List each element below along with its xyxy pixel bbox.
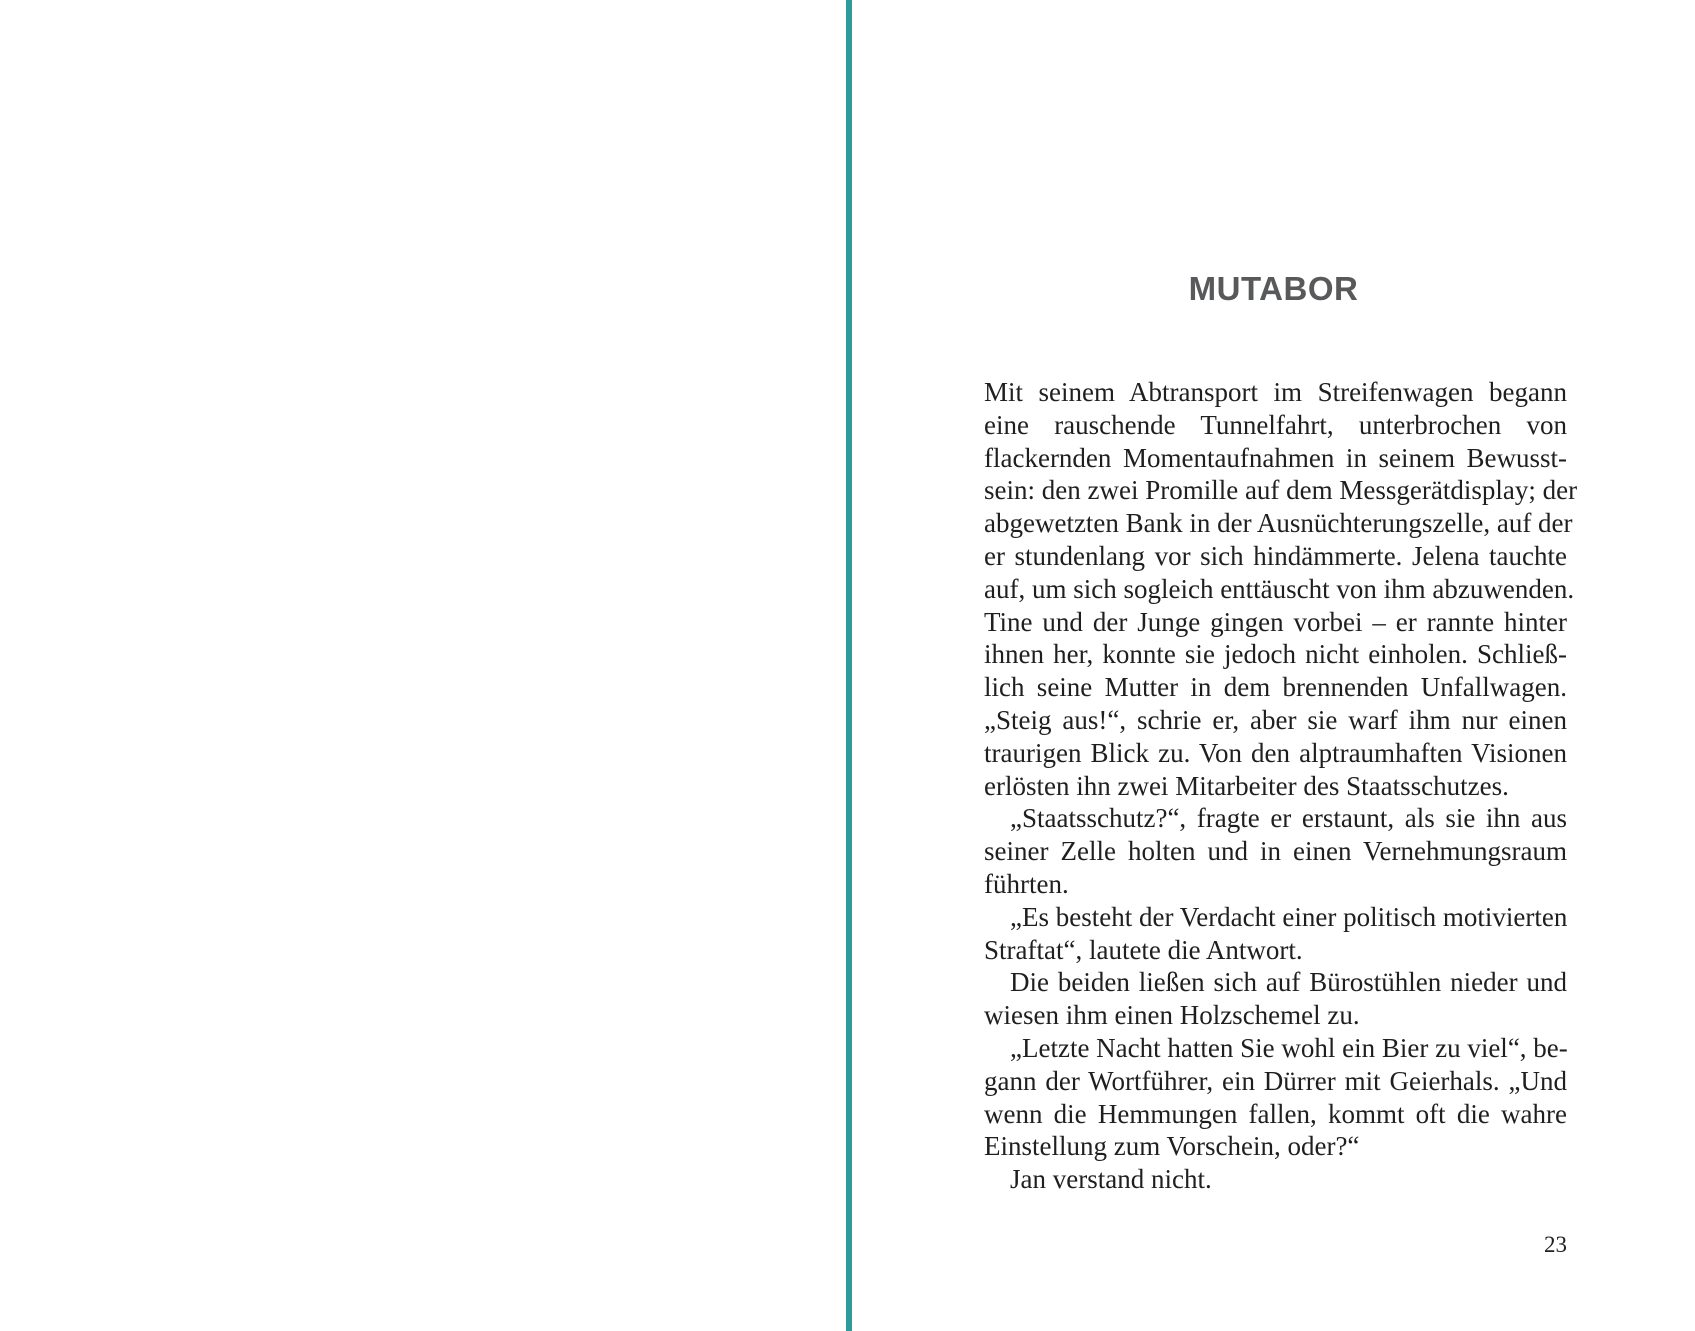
- body-text: [984, 376, 1578, 1196]
- text-line: ihnen her, konnte sie jedoch nicht einholen. Schließ-: [984, 639, 1567, 670]
- left-page-blank: [0, 0, 846, 1331]
- page-number: 23: [1544, 1232, 1567, 1257]
- chapter-title: MUTABOR: [1188, 270, 1359, 307]
- text-line: Jan verstand nicht.: [1010, 1164, 1212, 1195]
- text-line: Tine und der Junge gingen vorbei – er rannte hinter: [984, 606, 1567, 637]
- right-page: [852, 0, 1695, 1331]
- text-line: lich seine Mutter in dem brennenden Unfallwagen.: [984, 672, 1567, 703]
- text-line: flackernden Momentaufnahmen in seinem Bewusst-: [984, 442, 1567, 473]
- text-line: „Letzte Nacht hatten Sie wohl ein Bier zu viel“, be-: [1010, 1032, 1568, 1063]
- text-line: „Staatsschutz?“, fragte er erstaunt, als sie ihn aus: [1010, 803, 1567, 834]
- text-line: wiesen ihm einen Holzschemel zu.: [984, 1000, 1360, 1031]
- text-line: sein: den zwei Promille auf dem Messgerätdisplay; der: [984, 475, 1578, 506]
- text-line: „Es besteht der Verdacht einer politisch motivierten: [1010, 901, 1568, 932]
- text-line: Die beiden ließen sich auf Bürostühlen nieder und: [1010, 967, 1567, 998]
- text-line: er stundenlang vor sich hindämmerte. Jelena tauchte: [984, 540, 1567, 571]
- text-line: Einstellung zum Vorschein, oder?“: [984, 1131, 1360, 1162]
- text-line: wenn die Hemmungen fallen, kommt oft die wahre: [984, 1098, 1567, 1129]
- text-line: „Steig aus!“, schrie er, aber sie warf ihm nur einen: [984, 704, 1567, 735]
- text-line: gann der Wortführer, ein Dürrer mit Geierhals. „Und: [984, 1065, 1567, 1096]
- text-line: Mit seinem Abtransport im Streifenwagen begann: [984, 377, 1567, 407]
- text-line: abgewetzten Bank in der Ausnüchterungszelle, auf der: [984, 508, 1573, 539]
- text-line: traurigen Blick zu. Von den alptraumhaften Visionen: [984, 737, 1567, 768]
- text-line: eine rauschende Tunnelfahrt, unterbrochen von: [984, 409, 1567, 440]
- text-line: Straftat“, lautete die Antwort.: [984, 934, 1303, 965]
- text-line: seiner Zelle holten und in einen Vernehmungsraum: [984, 836, 1567, 867]
- text-line: auf, um sich sogleich enttäuscht von ihm abzuwenden.: [984, 573, 1575, 604]
- text-line: erlösten ihn zwei Mitarbeiter des Staatsschutzes.: [984, 770, 1509, 801]
- text-line: führten.: [984, 868, 1069, 899]
